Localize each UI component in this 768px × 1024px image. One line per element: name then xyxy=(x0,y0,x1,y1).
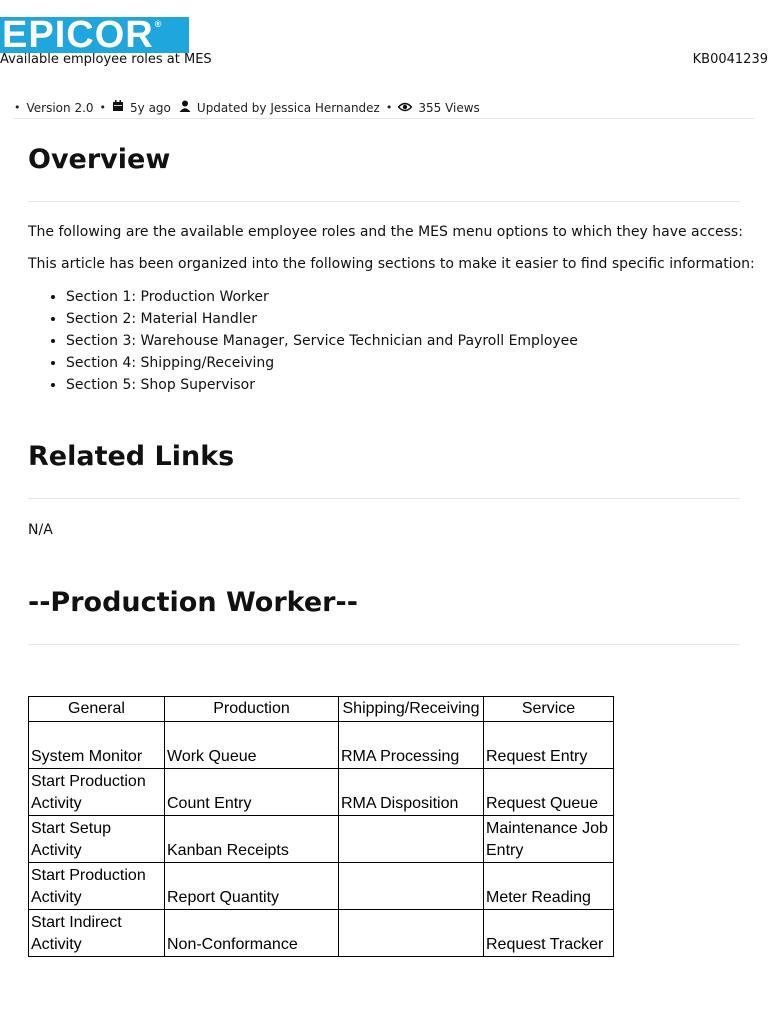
table-cell: Maintenance Job Entry xyxy=(484,816,614,863)
logo-text: EPICOR xyxy=(2,17,154,53)
section-list xyxy=(28,286,578,396)
table-cell: Report Quantity xyxy=(165,863,339,910)
epicor-logo[interactable] xyxy=(0,17,189,53)
section-divider xyxy=(28,644,740,645)
overview-section xyxy=(28,143,740,202)
eye-icon xyxy=(398,101,418,115)
table-row xyxy=(29,863,614,910)
table-cell: Meter Reading xyxy=(484,863,614,910)
overview-paragraph-2: This article has been organized into the following sections to make it easier to find specific information: xyxy=(28,256,755,272)
overview-paragraph-1: The following are the available employee roles and the MES menu options to which they have access: xyxy=(28,224,743,240)
article-meta xyxy=(14,100,480,115)
column-header-general: General xyxy=(29,697,165,722)
table-row xyxy=(29,722,614,769)
table-cell: Start Indirect Activity xyxy=(29,910,165,957)
table-cell: Request Queue xyxy=(484,769,614,816)
table-cell: Start Setup Activity xyxy=(29,816,165,863)
table-cell: Count Entry xyxy=(165,769,339,816)
views-count: 355 Views xyxy=(418,100,480,115)
production-worker-heading: --Production Worker-- xyxy=(28,587,358,618)
meta-bullet: • xyxy=(99,101,107,114)
meta-bullet: • xyxy=(385,101,393,114)
updated-by[interactable]: Updated by Jessica Hernandez xyxy=(196,100,380,115)
table-cell xyxy=(339,863,484,910)
kb-number: KB0041239 xyxy=(692,52,768,67)
section-divider xyxy=(28,498,740,499)
list-item: • Section 2: Material Handler xyxy=(66,308,578,330)
list-item: • Section 3: Warehouse Manager, Service Technician and Payroll Employee xyxy=(66,330,578,352)
table-cell: RMA Processing xyxy=(339,722,484,769)
related-links-text: N/A xyxy=(28,522,53,538)
age-label: 5y ago xyxy=(130,100,171,115)
table-cell xyxy=(339,816,484,863)
table-cell: RMA Disposition xyxy=(339,769,484,816)
table-row xyxy=(29,816,614,863)
table-cell xyxy=(339,910,484,957)
related-links-heading: Related Links xyxy=(28,441,235,472)
meta-divider xyxy=(14,118,754,119)
table-row xyxy=(29,910,614,957)
table-cell: Request Entry xyxy=(484,722,614,769)
column-header-shipping-receiving: Shipping/Receiving xyxy=(339,697,484,722)
article-subtitle: Available employee roles at MES xyxy=(0,52,212,67)
production-worker-section xyxy=(28,586,740,645)
table-cell: Work Queue xyxy=(165,722,339,769)
list-item: • Section 1: Production Worker xyxy=(66,286,578,308)
table-cell: Start Production Activity xyxy=(29,863,165,910)
table-row xyxy=(29,769,614,816)
table-cell: Request Tracker xyxy=(484,910,614,957)
calendar-icon xyxy=(112,100,130,115)
list-item: • Section 4: Shipping/Receiving xyxy=(66,352,578,374)
table-header-row xyxy=(29,697,614,722)
overview-heading: Overview xyxy=(28,144,171,175)
table-cell: System Monitor xyxy=(29,722,165,769)
section-divider xyxy=(28,201,740,202)
column-header-production: Production xyxy=(165,697,339,722)
table-cell: Kanban Receipts xyxy=(165,816,339,863)
version-label: Version 2.0 xyxy=(26,100,94,115)
user-icon xyxy=(179,100,197,115)
table-cell: Non-Conformance xyxy=(165,910,339,957)
roles-table xyxy=(28,696,614,957)
meta-bullet: • xyxy=(14,101,21,114)
column-header-service: Service xyxy=(484,697,614,722)
related-links-section xyxy=(28,440,740,499)
table-cell: Start Production Activity xyxy=(29,769,165,816)
list-item: • Section 5: Shop Supervisor xyxy=(66,374,578,396)
registered-mark: ® xyxy=(154,19,163,29)
